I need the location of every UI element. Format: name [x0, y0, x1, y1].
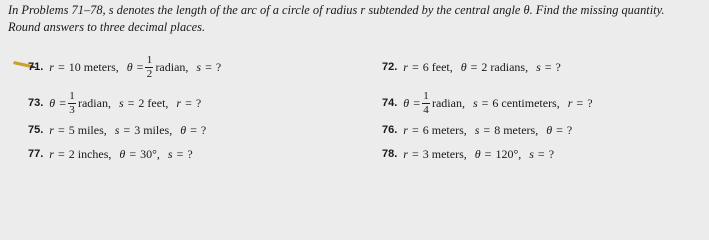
var-r: r [176, 95, 182, 110]
problem-78 [382, 141, 554, 167]
equals: = [484, 146, 492, 161]
arc-length-value: 6 centimeters, [492, 95, 560, 110]
var-theta: θ [119, 146, 126, 161]
equals: = [57, 59, 65, 74]
unit: radian, [431, 95, 465, 110]
unknown: ? [187, 146, 193, 161]
var-s: s [114, 122, 120, 137]
radius-value: 6 feet, [422, 59, 453, 74]
equals: = [544, 59, 552, 74]
equals: = [576, 95, 584, 110]
problem-number: 77. [28, 148, 44, 160]
fraction [145, 55, 153, 80]
fraction-denominator: 4 [423, 103, 429, 116]
equals: = [123, 122, 131, 137]
fraction [68, 91, 76, 116]
arc-length-value: 3 miles, [134, 122, 173, 137]
equals: = [205, 59, 212, 74]
fraction-numerator: 1 [146, 53, 153, 66]
equals: = [470, 59, 478, 74]
equals: = [481, 95, 489, 110]
angle-value: 2 radians, [481, 59, 529, 74]
equals: = [59, 95, 66, 110]
var-r: r [403, 146, 408, 161]
var-r: r [49, 59, 54, 74]
var-r: r [49, 122, 54, 137]
var-theta: θ [474, 146, 481, 161]
equals: = [127, 95, 135, 110]
equals: = [411, 146, 419, 161]
var-s: s [196, 59, 202, 74]
var-s: s [474, 122, 480, 137]
fraction-denominator: 2 [146, 67, 153, 80]
equals: = [411, 59, 419, 74]
fraction-denominator: 3 [69, 103, 75, 116]
var-theta: θ [403, 95, 410, 110]
equals: = [176, 146, 184, 161]
angle-value: 30°, [140, 146, 160, 161]
radius-value: 6 meters, [422, 122, 467, 137]
fraction-numerator: 1 [69, 89, 75, 102]
problem-number: 71. [28, 61, 44, 73]
unit: radian, [77, 95, 111, 110]
problem-72 [382, 54, 561, 80]
problem-74 [382, 90, 593, 116]
radius-value: 10 meters, [68, 59, 119, 74]
problem-77 [28, 141, 193, 167]
unit: radian, [155, 59, 189, 74]
unknown: ? [566, 122, 573, 137]
problem-number: 73. [28, 97, 44, 109]
equals: = [483, 122, 491, 137]
var-r: r [403, 122, 408, 137]
var-s: s [167, 146, 173, 161]
unknown: ? [548, 146, 555, 161]
problem-number: 74. [382, 97, 398, 109]
fraction-numerator: 1 [423, 89, 429, 102]
equals: = [411, 122, 419, 137]
radius-value: 3 meters, [422, 146, 467, 161]
unknown: ? [587, 95, 593, 110]
problem-number: 78. [382, 148, 398, 160]
unknown: ? [215, 59, 222, 74]
var-r: r [567, 95, 573, 110]
var-s: s [118, 95, 124, 110]
equals: = [57, 146, 65, 161]
equals: = [57, 122, 65, 137]
problem-75 [28, 117, 206, 143]
problem-76 [382, 117, 572, 143]
equals: = [413, 95, 420, 110]
equals: = [129, 146, 137, 161]
var-theta: θ [49, 95, 56, 110]
problem-73 [28, 90, 201, 116]
var-theta: θ [126, 59, 133, 74]
fraction [422, 91, 430, 116]
var-s: s [472, 95, 478, 110]
problem-71 [28, 54, 221, 80]
radius-value: 5 miles, [68, 122, 107, 137]
problem-number: 76. [382, 124, 398, 136]
unknown: ? [195, 95, 202, 110]
var-s: s [536, 59, 541, 74]
angle-value: 120°, [495, 146, 522, 161]
equals: = [556, 122, 563, 137]
instructions-line-2: Round answers to three decimal places. [8, 20, 206, 34]
unknown: ? [555, 59, 561, 74]
instructions [8, 2, 709, 36]
var-s: s [529, 146, 534, 161]
arc-length-value: 2 feet, [138, 95, 169, 110]
problem-number: 75. [28, 124, 44, 136]
equals: = [185, 95, 192, 110]
var-theta: θ [546, 122, 553, 137]
radius-value: 2 inches, [68, 146, 112, 161]
problem-number: 72. [382, 61, 398, 73]
var-r: r [49, 146, 54, 161]
instructions-line-1: In Problems 71–78, s denotes the length of the arc of a circle of radius r subtended by the central angle θ. Find the missing quantity. [8, 3, 665, 17]
equals: = [537, 146, 545, 161]
equals: = [190, 122, 197, 137]
unknown: ? [200, 122, 207, 137]
var-r: r [403, 59, 408, 74]
var-theta: θ [180, 122, 187, 137]
arc-length-value: 8 meters, [494, 122, 539, 137]
var-theta: θ [460, 59, 467, 74]
equals: = [136, 59, 144, 74]
